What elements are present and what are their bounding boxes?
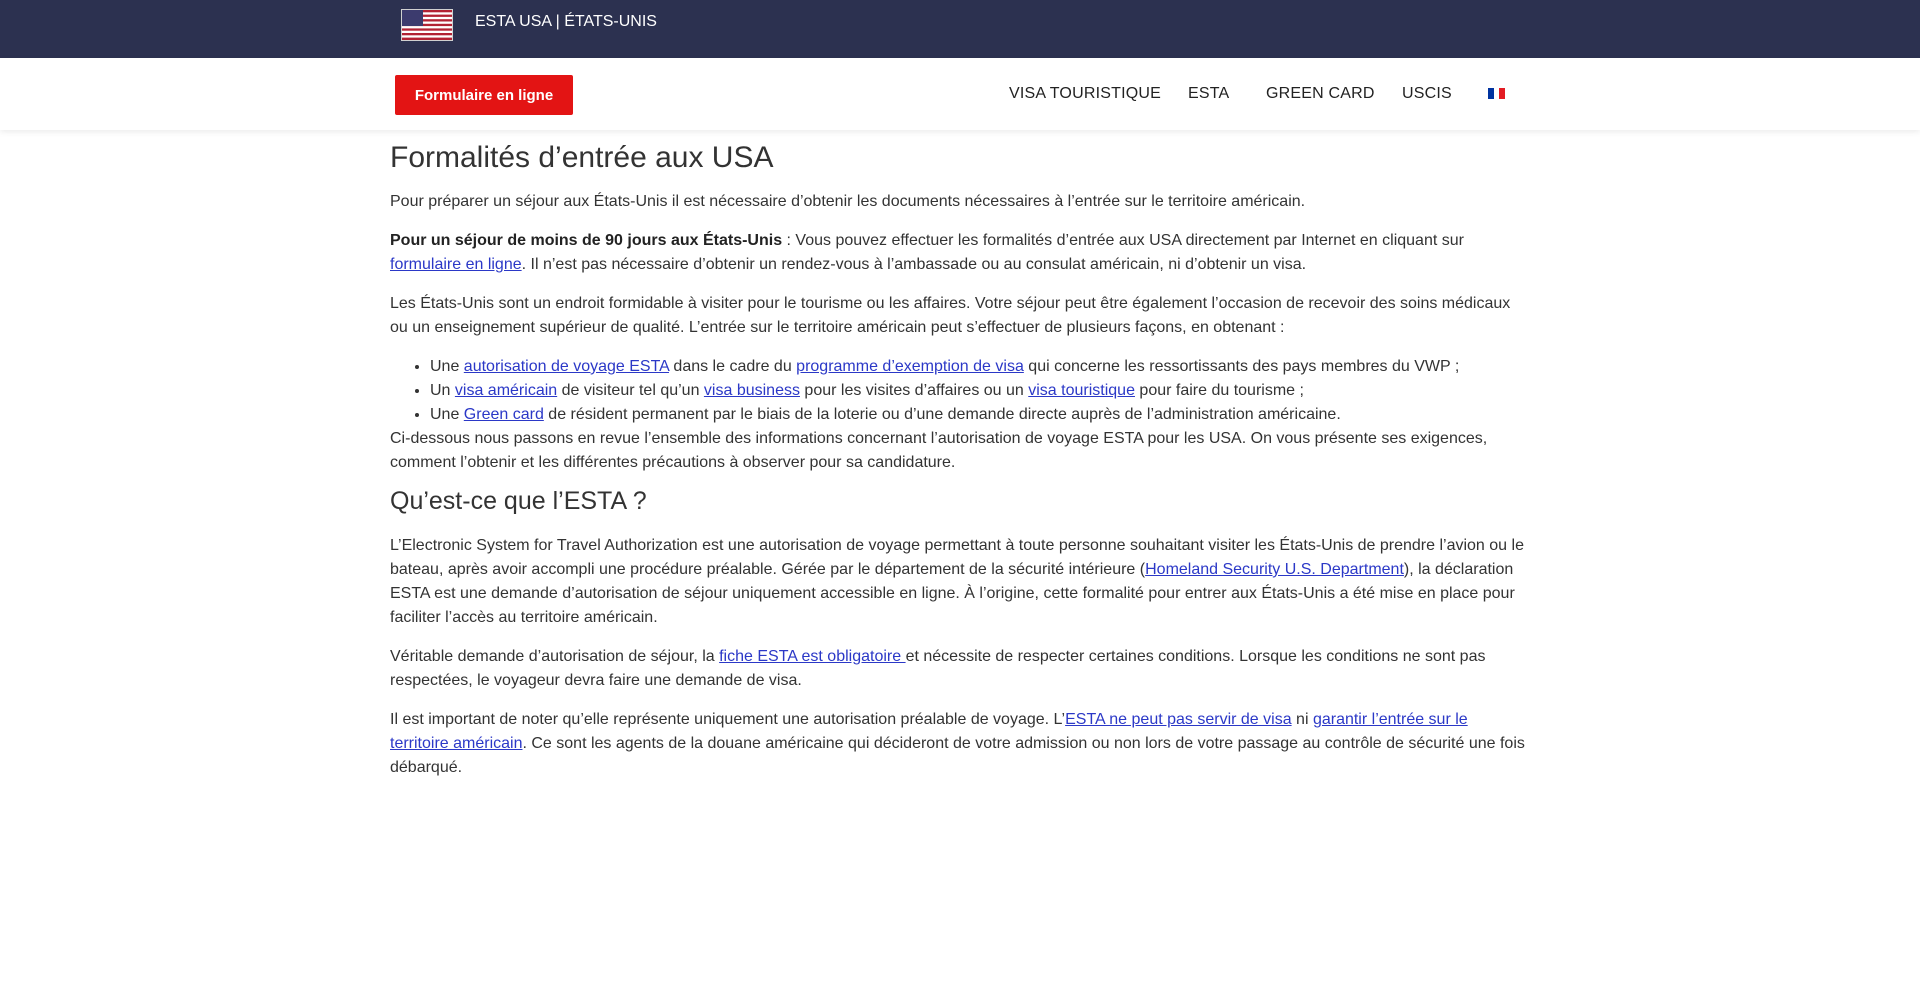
tourist-visa-link[interactable]: visa touristique (1028, 382, 1135, 399)
visa-waiver-program-link[interactable]: programme d’exemption de visa (796, 358, 1024, 375)
nav-item-esta[interactable]: ESTA (1188, 85, 1230, 102)
page-title: Formalités d’entrée aux USA (390, 141, 774, 174)
green-card-link[interactable]: Green card (463, 406, 544, 423)
esta-definition-paragraph: L’Electronic System for Travel Authorization est une autorisation de voyage permettant à toute personne souhaitant visiter les États-Unis de prendre l’avion ou le bateau, après avoir accompli une procédure préalable. Gérée par le département de la sécurité intérieure (Homeland Security U.S. Department), la déclaration ESTA est une demande d’autorisation de séjour uniquement accessible en ligne. À l’origine, cette formalité pour entrer aux États-Unis a été mise en place pour faciliter l’accès au territoire américain. (390, 537, 1524, 626)
us-flag-icon[interactable] (401, 9, 453, 41)
list-item: • Une Green card de résident permanent par le biais de la loterie ou d’une demande directe auprès de l’administration américaine. (430, 403, 1525, 427)
online-form-link[interactable]: formulaire en ligne (390, 256, 522, 273)
list-item: • Un visa américain de visiteur tel qu’un visa business pour les visites d’affaires ou un visa touristique pour faire du tourisme ; (430, 379, 1525, 403)
section-title-esta: Qu’est-ce que l’ESTA ? (390, 487, 647, 515)
american-visa-link[interactable]: visa américain (454, 382, 558, 399)
nav-item-uscis[interactable]: USCIS (1402, 85, 1452, 102)
business-visa-link[interactable]: visa business (703, 382, 800, 399)
fr-flag-icon[interactable] (1488, 88, 1505, 99)
homeland-security-link[interactable]: Homeland Security U.S. Department (1145, 561, 1404, 578)
entry-guarantee-link[interactable]: garantir l’entrée sur le territoire américain (390, 711, 1468, 752)
esta-authorization-link[interactable]: autorisation de voyage ESTA (463, 358, 669, 375)
intro-paragraph: Pour préparer un séjour aux États-Unis il est nécessaire d’obtenir les documents nécessaires à l’entrée sur le territoire américain. (390, 193, 1306, 210)
top-bar (0, 0, 1920, 58)
entry-options-list (390, 355, 1525, 427)
esta-not-visa-link[interactable]: ESTA ne peut pas servir de visa (1065, 711, 1292, 728)
short-stay-paragraph (390, 229, 1525, 277)
list-item: • Une autorisation de voyage ESTA dans le cadre du programme d’exemption de visa qui concerne les ressortissants des pays membres du VWP ; (430, 355, 1525, 379)
usa-intro-paragraph: Les États-Unis sont un endroit formidable à visiter pour le tourisme ou les affaires. Votre séjour peut être également l’occasion de recevoir des soins médicaux ou un enseignement supérieur de qualité. L’entrée sur le territoire américain peut s’effectuer de plusieurs façons, en obtenant : (390, 295, 1511, 336)
nav-item-green-card[interactable]: GREEN CARD (1266, 85, 1375, 102)
online-form-button[interactable]: Formulaire en ligne (395, 75, 573, 115)
esta-mandatory-link[interactable]: fiche ESTA est obligatoire (719, 648, 906, 665)
short-stay-text-2: . Il n’est pas nécessaire d’obtenir un rendez-vous à l’ambassade ou au consulat américain, ni d’obtenir un visa. (521, 256, 1307, 273)
main-nav (0, 58, 1920, 130)
short-stay-text: : Vous pouvez effectuer les formalités d’entrée aux USA directement par Internet en cliquant sur (782, 232, 1464, 249)
esta-notice-paragraph: Il est important de noter qu’elle représente uniquement une autorisation préalable de voyage. L’ESTA ne peut pas servir de visa ni garantir l’entrée sur le territoire américain. Ce sont les agents de la douane américaine qui décideront de votre admission ou non lors de votre passage au contrôle de sécurité une fois débarqué. (390, 711, 1525, 776)
short-stay-bold: Pour un séjour de moins de 90 jours aux États-Unis (390, 232, 783, 249)
overview-paragraph: Ci-dessous nous passons en revue l’ensemble des informations concernant l’autorisation de voyage ESTA pour les USA. On vous présente ses exigences, comment l’obtenir et les différentes précautions à observer pour sa candidature. (390, 430, 1488, 471)
nav-menu (0, 58, 1920, 130)
nav-item-visa-touristique[interactable]: VISA TOURISTIQUE (1009, 85, 1161, 102)
esta-mandatory-paragraph: Véritable demande d’autorisation de séjour, la fiche ESTA est obligatoire et nécessite de respecter certaines conditions. Lorsque les conditions ne sont pas respectées, le voyageur devra faire une demande de visa. (390, 648, 1486, 689)
site-title[interactable]: ESTA USA | ÉTATS-UNIS (475, 13, 657, 30)
